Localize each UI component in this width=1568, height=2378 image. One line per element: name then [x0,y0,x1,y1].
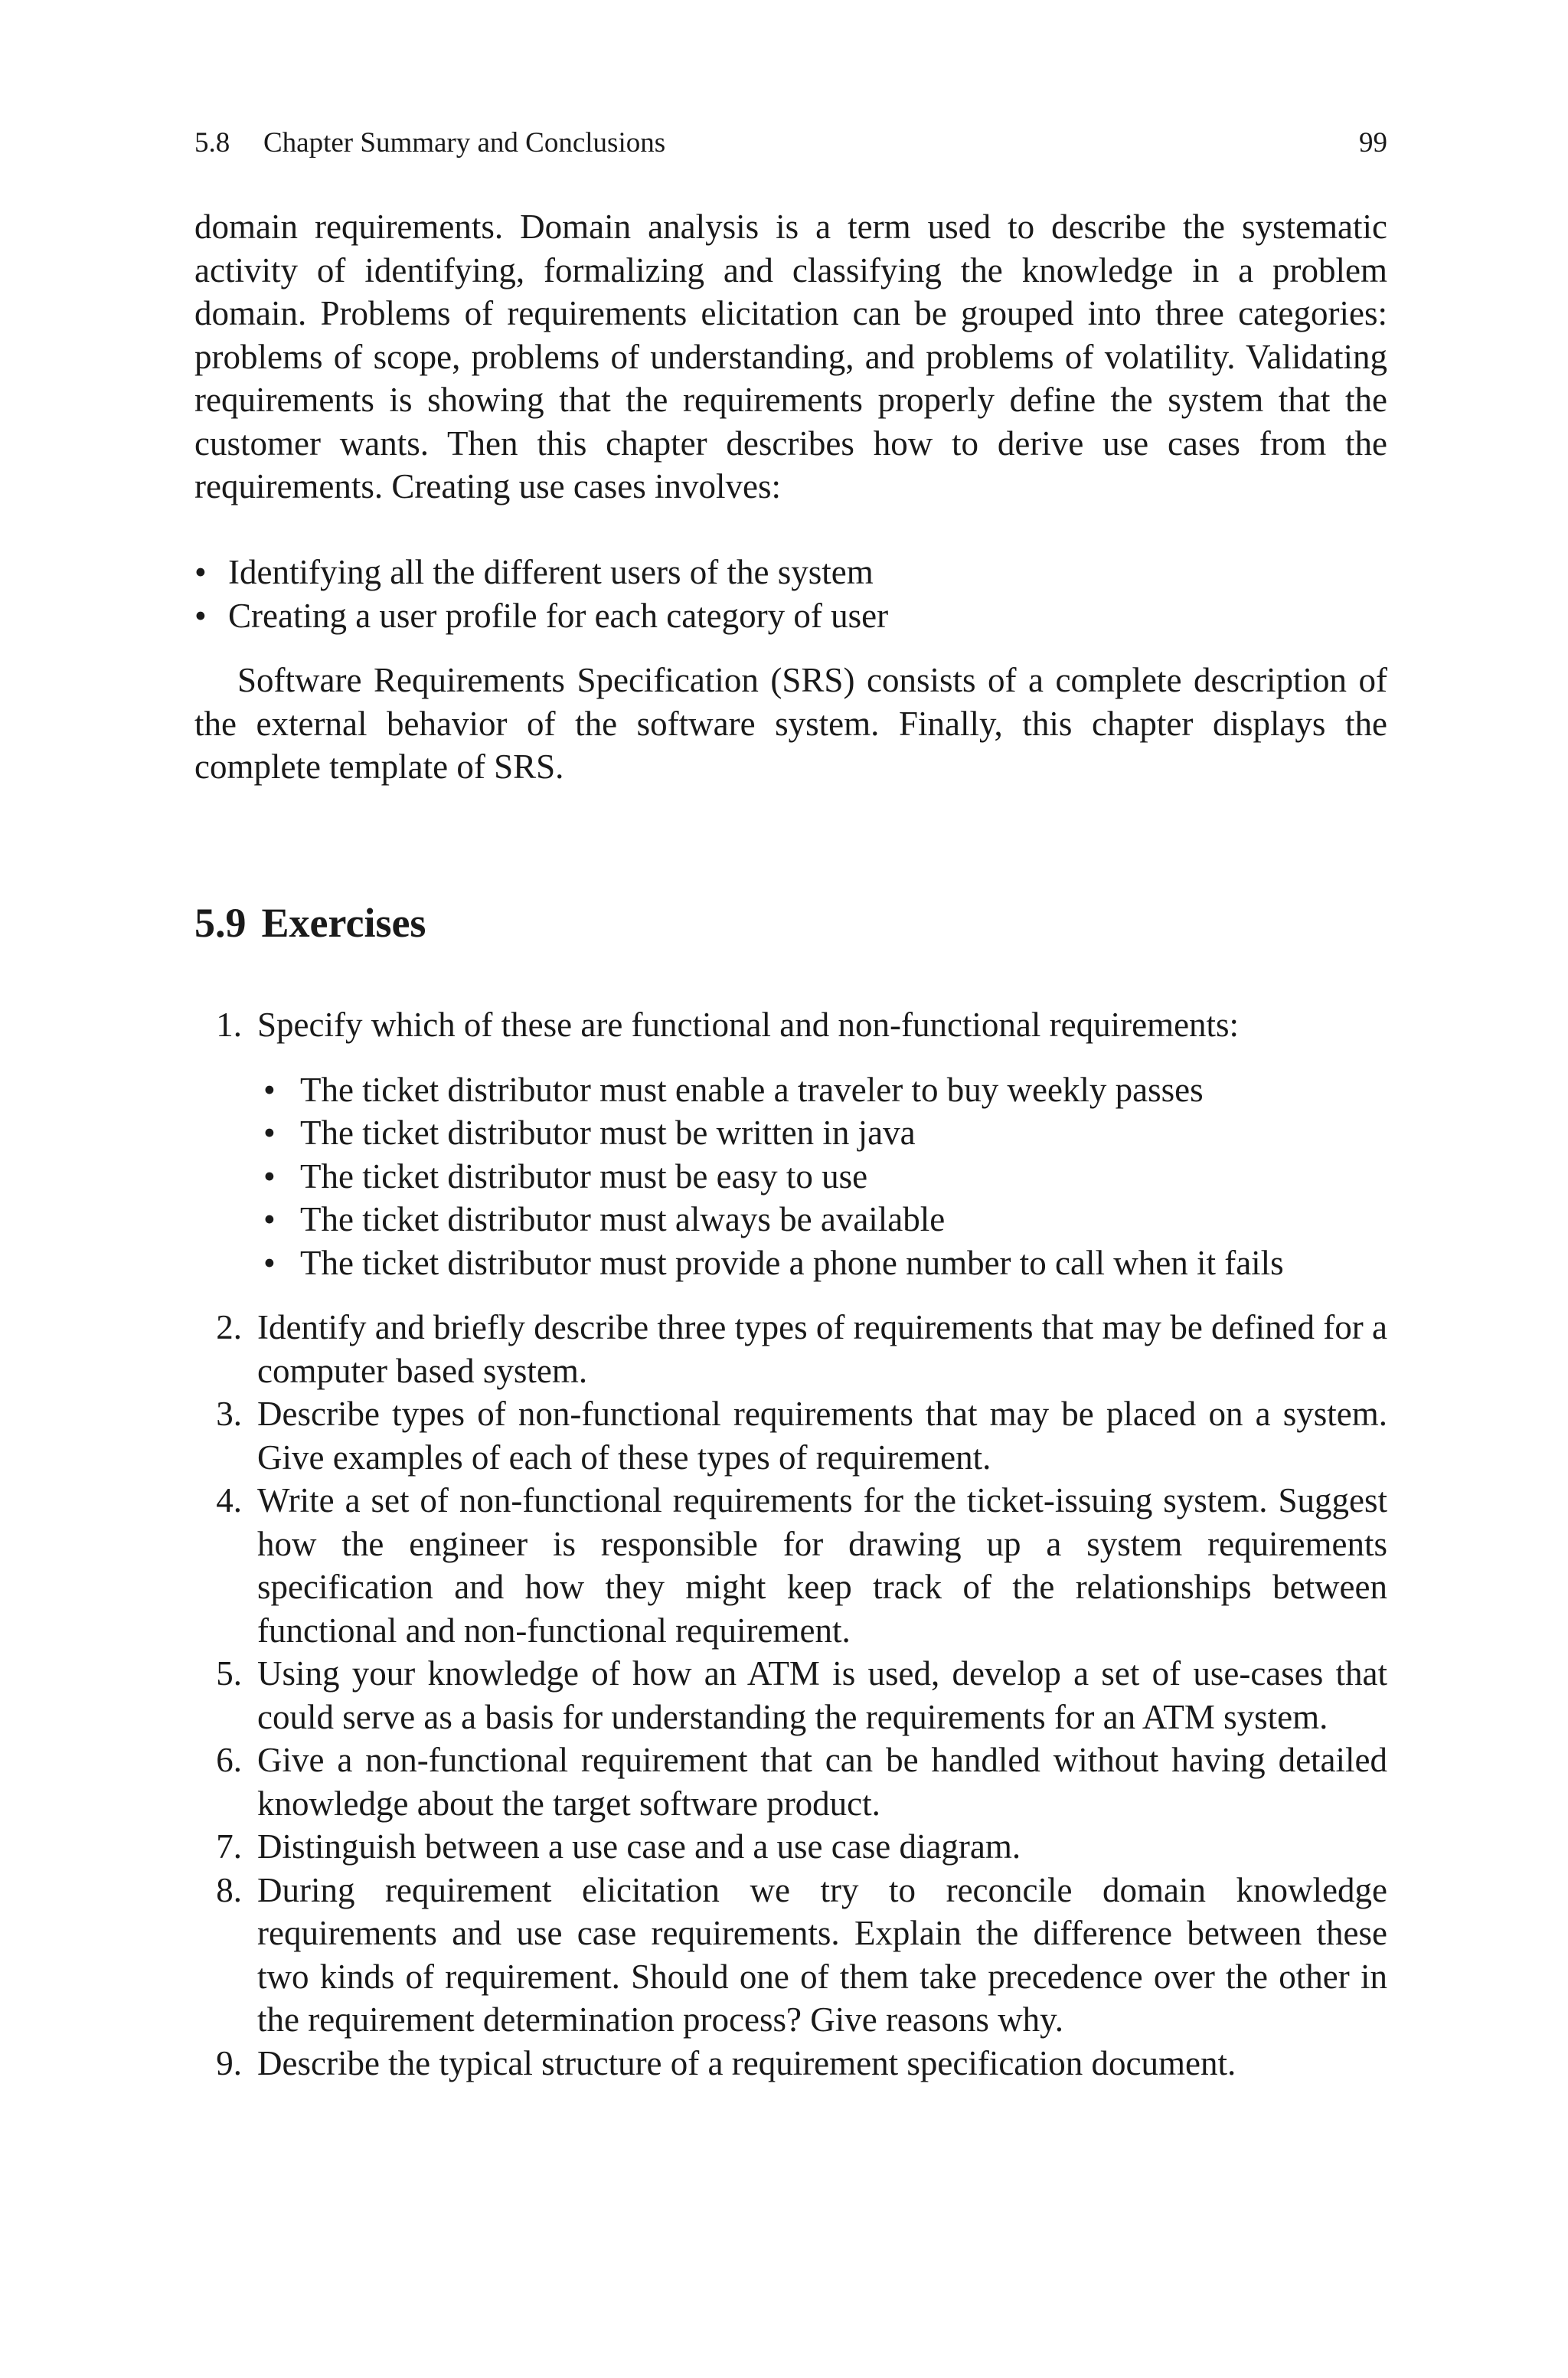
exercise-sub-item [257,1155,1387,1199]
exercise-sub-text: The ticket distributor must provide a phone number to call when it fails [300,1243,1284,1282]
page-number: 99 [1359,127,1387,159]
exercise-item [194,1652,1387,1739]
exercise-text: Identify and briefly describe three types of requirements that may be defined for a computer based system. [257,1308,1387,1390]
exercise-number: 4. [216,1481,242,1519]
exercise-sub-text: The ticket distributor must enable a traveler to buy weekly passes [300,1070,1204,1109]
bullet-icon: • [263,1243,276,1282]
section-heading-number: 5.9 [194,900,247,946]
exercise-sub-list [257,1068,1387,1285]
summary-bullet-item [194,594,1387,638]
exercise-list [194,1003,1387,2085]
exercise-sub-item [257,1198,1387,1241]
exercise-text: Specify which of these are functional and non-functional requirements: [257,1006,1240,1044]
exercise-number: 8. [216,1870,242,1909]
exercise-number: 5. [216,1654,242,1693]
header-section-number: 5.8 [194,127,230,159]
summary-bullet-text: Creating a user profile for each category of user [228,596,889,635]
exercise-number: 9. [216,2043,242,2082]
exercise-sub-text: The ticket distributor must be written in java [300,1114,916,1152]
bullet-icon: • [263,1156,276,1196]
summary-bullet-item [194,551,1387,594]
header-section-title: Chapter Summary and Conclusions [263,127,666,159]
bullet-icon: • [263,1070,276,1109]
bullet-icon: • [263,1114,276,1152]
summary-paragraph-2: Software Requirements Specification (SRS) consists of a complete description of the external behavior of the software system. Finally, this chapter displays the complete template of SRS. [194,661,1387,786]
bullet-icon: • [194,596,207,635]
summary-bullet-text: Identifying all the different users of the system [228,553,874,591]
section-heading-title: Exercises [261,900,426,946]
exercise-text: Give a non-functional requirement that can be handled without having detailed knowledge about the target software product. [257,1741,1387,1823]
section-heading [194,896,426,950]
exercise-text: Write a set of non-functional requirements for the ticket-issuing system. Suggest how the engineer is responsible for drawing up a system requirements specification and how they might keep track of the relationships between functional and non-functional requirement. [257,1481,1387,1650]
exercise-item [194,1003,1387,1284]
exercise-sub-text: The ticket distributor must be easy to use [300,1156,868,1196]
bullet-icon: • [263,1200,276,1238]
exercise-text: Using your knowledge of how an ATM is used, develop a set of use-cases that could serve as a basis for understanding the requirements for an ATM system. [257,1654,1387,1736]
exercise-text: Distinguish between a use case and a use case diagram. [257,1827,1021,1866]
exercise-sub-item [257,1111,1387,1155]
exercise-number: 1. [216,1006,242,1044]
exercise-text: Describe the typical structure of a requirement specification document. [257,2043,1236,2082]
exercise-sub-item [257,1068,1387,1112]
exercise-item [194,1825,1387,1869]
exercise-number: 3. [216,1395,242,1433]
exercise-item [194,1739,1387,1825]
summary-bullet-list [194,551,1387,637]
summary-paragraph-1: domain requirements. Domain analysis is a term used to describe the systematic activity of identifying, formalizing and classifying the knowledge in a problem domain. Problems of requirements elicitation can be grouped into three categories: problems of scope, problems of understanding, and problems of volatility. Validating requirements is showing that the requirements properly define the system that the customer wants. Then this chapter describes how to derive use cases from the requirements. Creating use cases involves: [194,208,1387,505]
exercise-text: During requirement elicitation we try to reconcile domain knowledge requirements and use case requirements. Explain the difference between these two kinds of requirement. Should one of them take precedence over the other in the requirement determination process? Give reasons why. [257,1870,1387,2039]
exercise-sub-text: The ticket distributor must always be available [300,1200,946,1238]
exercise-item [194,1479,1387,1652]
exercise-item [194,1869,1387,2042]
running-header [194,124,1387,162]
exercise-item [194,1306,1387,1392]
exercise-number: 2. [216,1308,242,1346]
exercise-text: Describe types of non-functional requirements that may be placed on a system. Give examples of each of these types of requirement. [257,1395,1387,1477]
exercise-number: 7. [216,1827,242,1866]
exercise-item [194,2042,1387,2085]
exercise-item [194,1392,1387,1479]
bullet-icon: • [194,553,207,591]
exercise-sub-item [257,1241,1387,1285]
exercise-number: 6. [216,1741,242,1779]
